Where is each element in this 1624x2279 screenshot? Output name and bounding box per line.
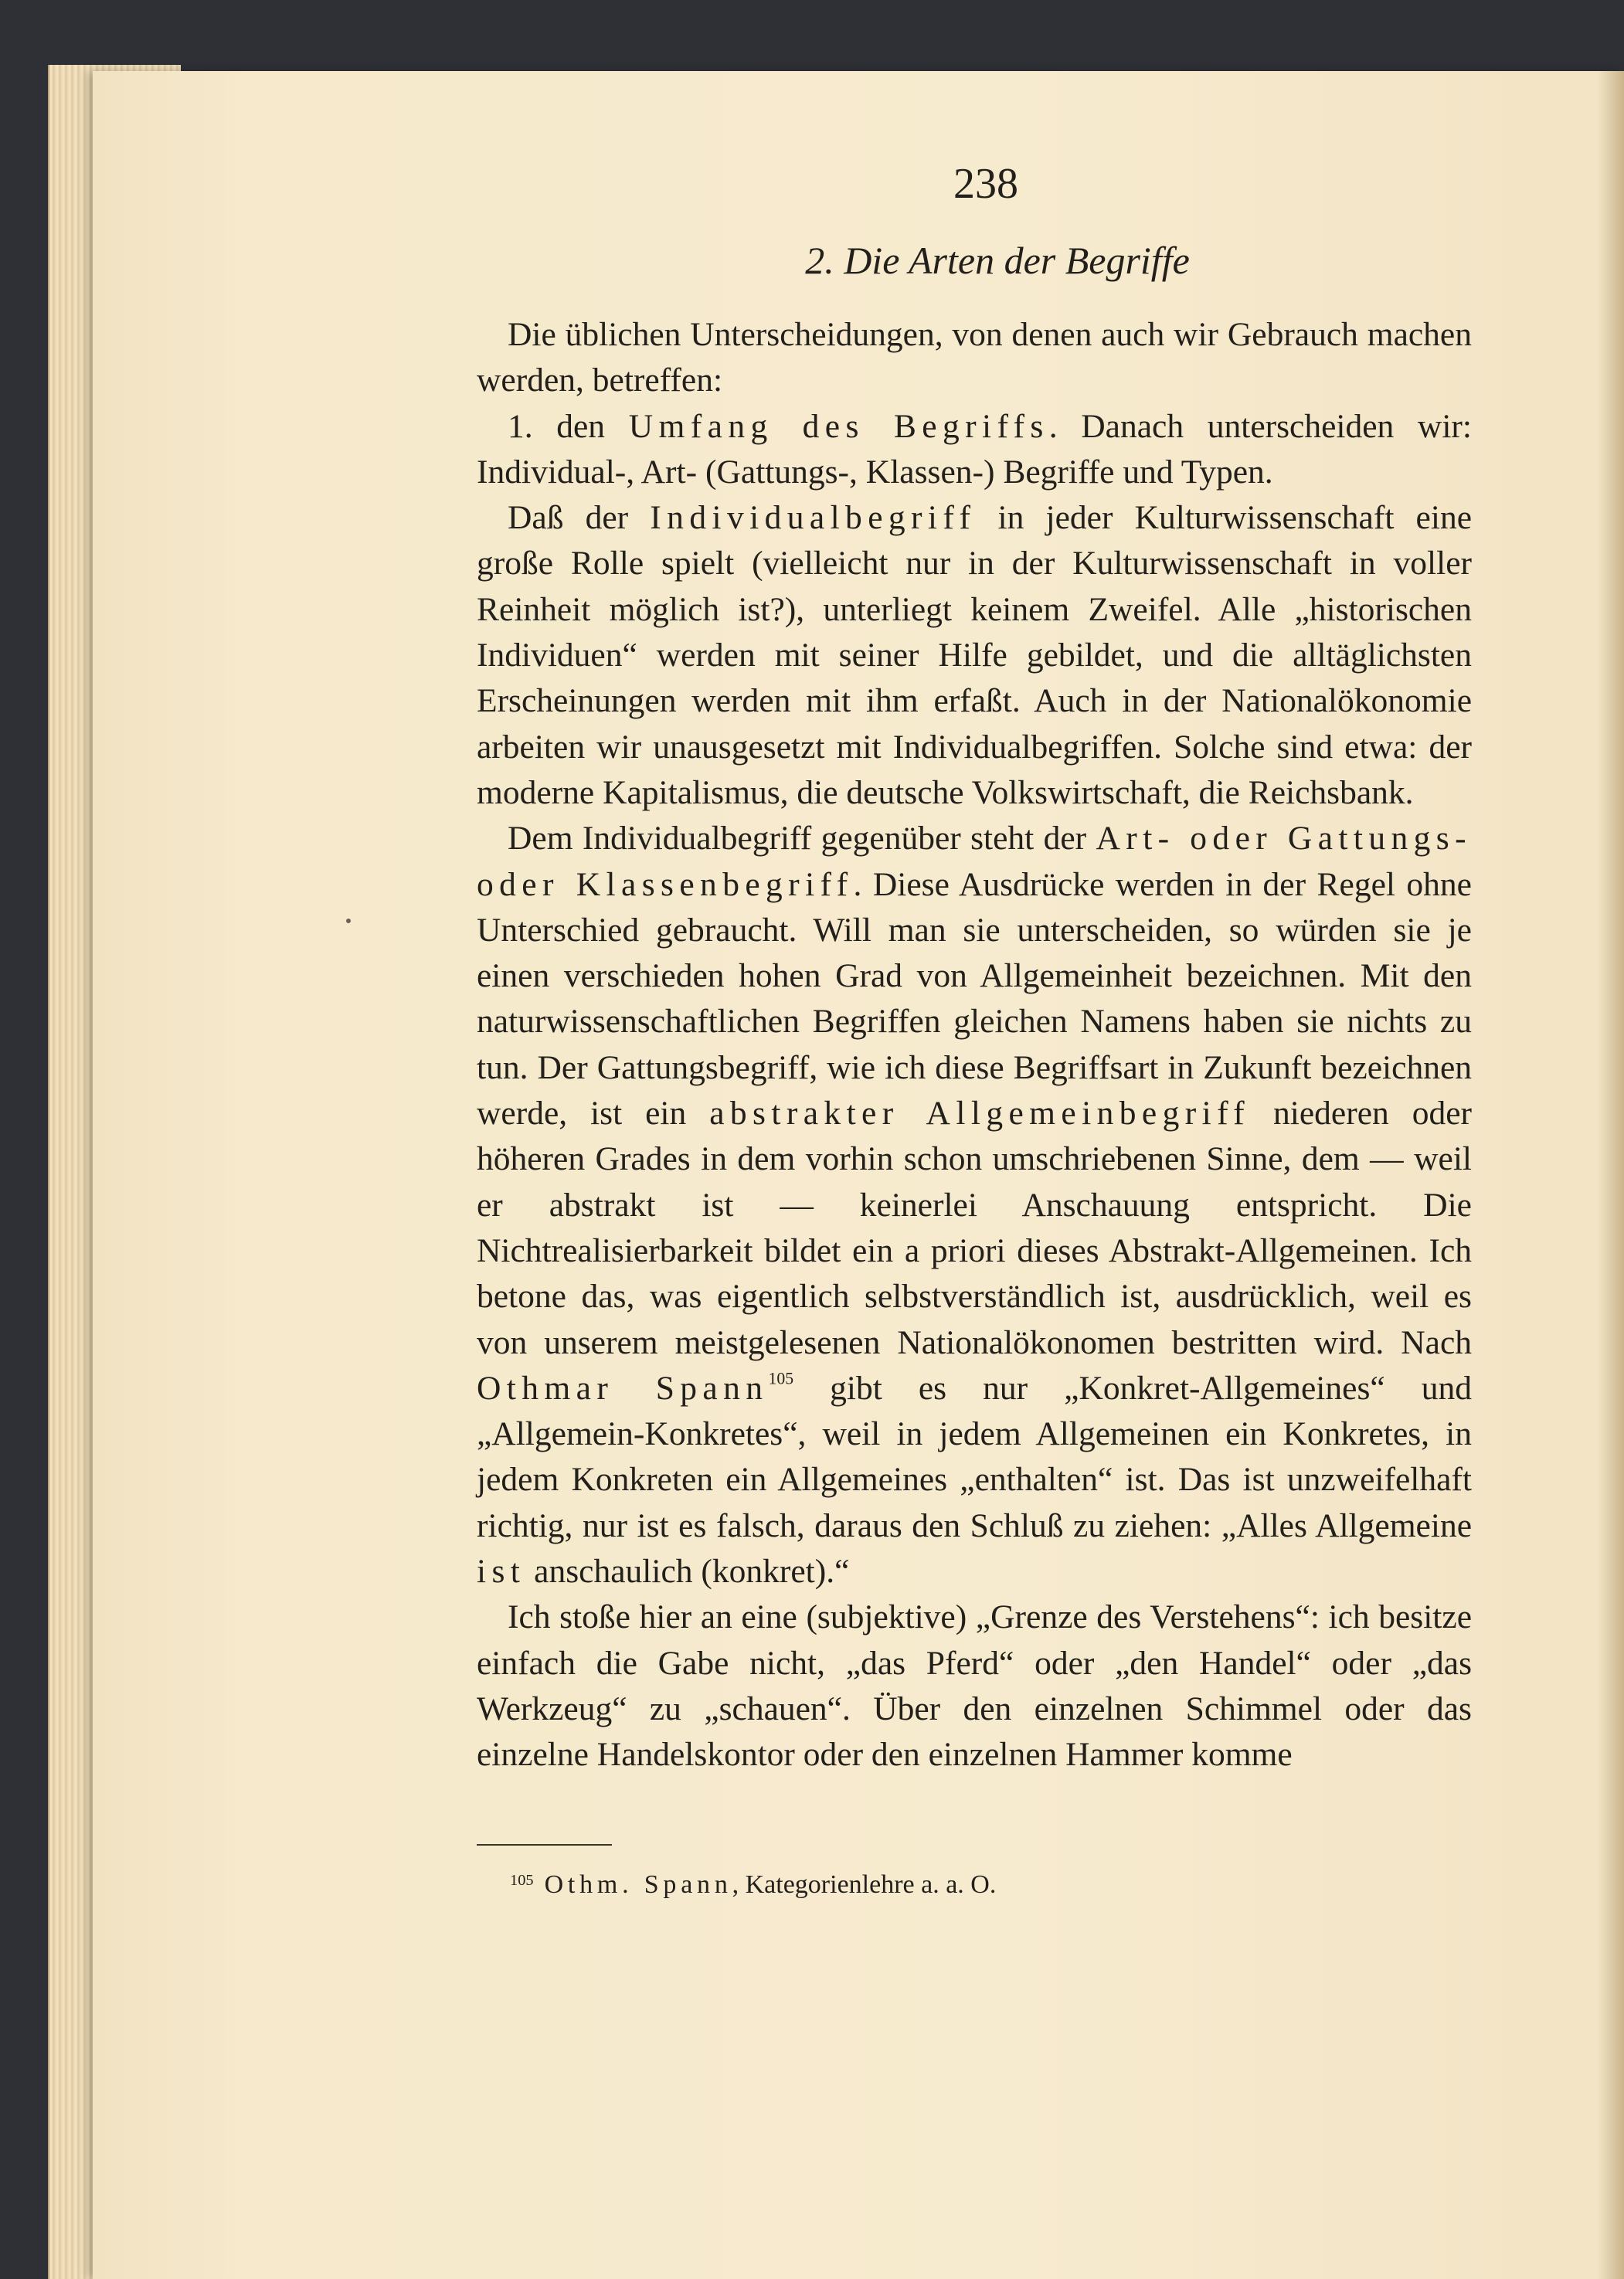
paragraph-text: anschaulich (konkret).“ (525, 1553, 850, 1591)
paragraph-text: Die üblichen Unterscheidungen, von denen auch wir Gebrauch machen werden, betreffen: (477, 316, 1472, 399)
paragraph-text: . Diese Ausdrücke werden in der Regel ohne Unterschied gebraucht. Will man sie unterscheiden, so würden sie je einen verschieden hohen Grad von Allgemeinheit bezeichnen. Mit den naturwissenschaftlichen Begriffen gleichen Namens haben sie nichts zu tun. Der Gattungsbegriff, wie ich diese Begriffsart in Zukunft bezeichnen werde, ist ein (477, 865, 1472, 1133)
footnote-divider (477, 1844, 612, 1846)
paragraph-text: 1. den (508, 407, 629, 445)
page-gutter-shadow (1598, 71, 1624, 2279)
emphasized-term: Individualbegriff (650, 499, 977, 537)
paragraph-2 (477, 404, 1472, 496)
paragraph-text: Ich stoße hier an eine (subjektive) „Grenze des Verstehens“: ich besitze einfach die Gabe nicht, „das Pferd“ oder „den Handel“ oder „das Werkzeug“ zu „schauen“. Über den einzelnen Schimmel oder das einzelne Handelskontor oder den einzelnen Hammer komme (477, 1598, 1472, 1774)
paragraph-3 (477, 495, 1472, 816)
paragraph-text: Daß der (508, 499, 651, 537)
paragraph-5 (477, 1595, 1472, 1778)
footnote-author: Othm. Spann (544, 1870, 732, 1899)
footnote-text: , Kategorienlehre a. a. O. (732, 1870, 997, 1899)
paragraph-text: gibt es nur „Konkret-Allgemeines“ und „Allgemein-Konkretes“, weil in jedem Allgemeinen ein Konkretes, in jedem Konkreten ein Allgemeines „enthalten“ ist. Das ist unzweifelhaft richtig, nur ist es falsch, daraus den Schluß zu ziehen: „Alles Allgemeine (477, 1369, 1472, 1544)
margin-mark (346, 919, 351, 923)
paragraph-4 (477, 816, 1472, 1595)
emphasized-term: Art- oder Gattungs- oder Klassenbegriff (477, 820, 1473, 903)
emphasized-term: ist (477, 1553, 526, 1591)
emphasized-term: abstrakter Allgemeinbegriff (709, 1095, 1251, 1133)
emphasized-author: Othmar Spann (477, 1369, 769, 1407)
body-text (477, 312, 1472, 1778)
page-number: 238 (953, 160, 1018, 208)
footnote (510, 1870, 1437, 1901)
paragraph-text: niederen oder höheren Grades in dem vorhin schon umschriebenen Sinne, dem — weil er abstrakt ist — keinerlei Anschauung entspricht. Die Nichtrealisierbarkeit bildet ein a priori dieses Abstrakt-Allgemeinen. Ich betone das, was eigentlich selbstverständlich ist, ausdrücklich, weil es von unserem meistgelesenen Nationalökonomen bestritten wird. Nach (477, 1095, 1472, 1361)
page-content (477, 162, 1472, 1778)
paragraph-text: . Danach unterscheiden wir: Individual-, Art- (Gattungs-, Klassen-) Begriffe und Typen. (477, 407, 1473, 491)
footnote-reference[interactable]: 105 (768, 1369, 794, 1388)
paragraph-text: in jeder Kulturwissenschaft eine große Rolle spielt (vielleicht nur in der Kulturwissenschaft in voller Reinheit möglich ist?), unterliegt keinem Zweifel. Alle „historischen Individuen“ werden mit seiner Hilfe gebildet, und die alltäglichsten Erscheinungen werden mit ihm erfaßt. Auch in der Nationalökonomie arbeiten wir unausgesetzt mit Individualbegriffen. Solche sind etwa: der moderne Kapitalismus, die deutsche Volkswirtschaft, die Reichsbank. (477, 499, 1473, 811)
paragraph-1 (477, 312, 1472, 404)
paragraph-text: Dem Individualbegriff gegenüber steht der (508, 820, 1096, 858)
emphasized-term: Umfang des Begriffs (628, 407, 1049, 445)
section-heading: 2. Die Arten der Begriffe (805, 239, 1190, 282)
footnote-number: 105 (510, 1871, 534, 1889)
